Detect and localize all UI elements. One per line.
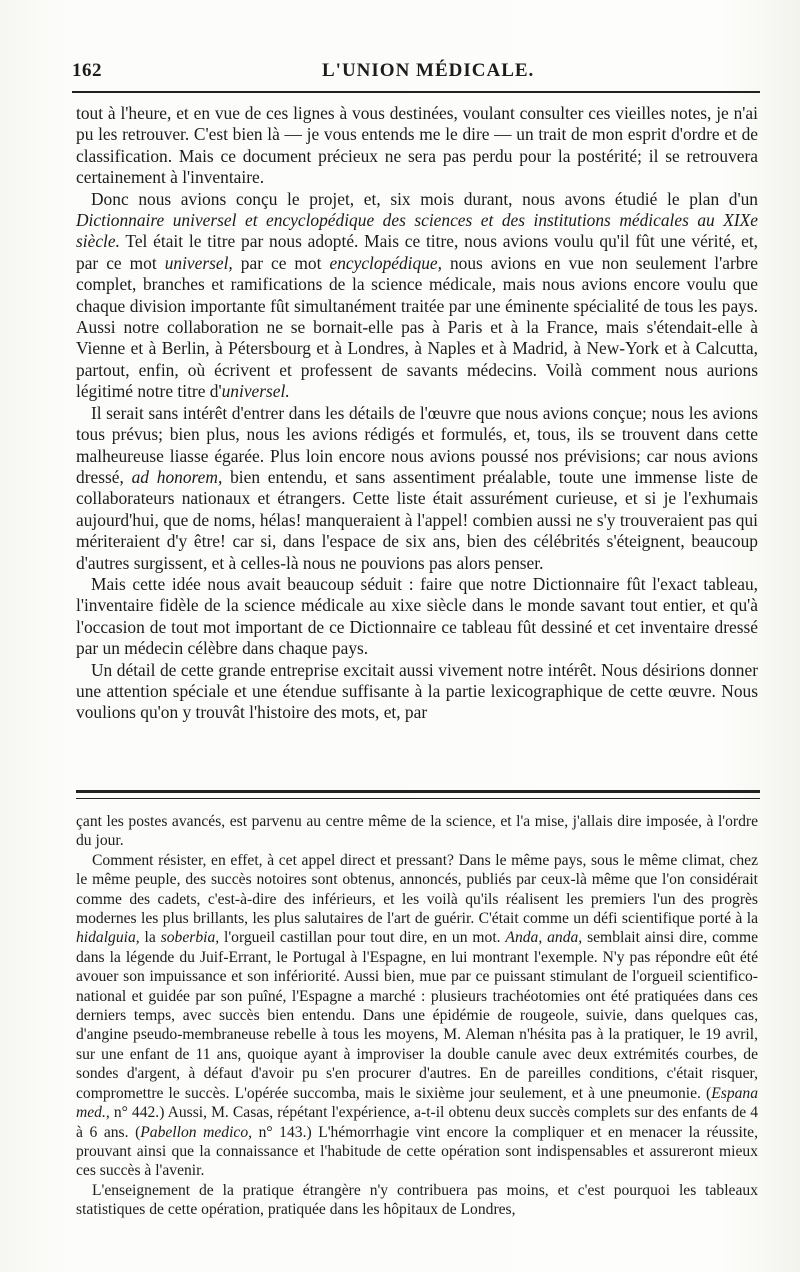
paragraph <box>76 1181 758 1220</box>
italic-text: universel, <box>164 252 233 273</box>
text-run: semblait ainsi dire, comme dans la légende du Juif-Errant, le Portugal à l'Espagne, en lui montrant l'exemple. N'y pas répondre eût été avouer son impuissance et son infériorité. Aussi bien, mue par ce puissant stimulant de l'orgueil scientifico-national et guidée par son puîné, l'Espagne a marché : plusieurs trachéotomies ont été pratiquées dans ces derniers temps, avec succès bien entendu. Dans une épidémie de rougeole, suivie, dans quelques cas, d'angine pseudo-membraneuse rebelle à tous les moyens, M. Aleman n'hésita pas à la pratiquer, le 19 avril, sur une enfant de 11 ans, quoique ayant à improviser la double canule avec deux extrémités courbes, de sondes d'argent, à défaut d'avoir pu s'en procurer d'autres. En de pareilles conditions, c'était risquer, compromettre le succès. L'opérée succomba, mais le sixième jour seulement, et à une pneumonie. ( <box>76 929 758 1102</box>
text-run: tout à l'heure, et en vue de ces lignes à vous destinées, voulant consulter ces vieilles notes, je n'ai pu les retrouver. C'est bien là — je vous entends me le dire — un trait de mon esprit d'ordre et de classification. Mais ce document précieux ne sera pas perdu pour la postérité; il se retrouvera certainement à l'inventaire. <box>76 103 758 188</box>
text-run: nous avions en vue non seulement l'arbre complet, branches et ramifications de la science médicale, mais nous avions encore voulu que chaque division importante fût simultanément traitée par une éminente spécialité de tous les pays. Aussi notre collaboration ne se bornait-elle pas à Paris et à la France, mais s'étendait-elle à Vienne et à Berlin, à Pétersbourg et à Londres, à Naples et à Madrid, à New-York et à Calcutta, partout, enfin, où écrivent et professent de savants médecins. Voilà comment nous aurions légitimé notre titre d' <box>76 252 758 402</box>
header-rule <box>72 91 760 93</box>
paragraph <box>76 403 758 574</box>
paragraph <box>76 851 758 1181</box>
text-run: Il serait sans intérêt d'entrer dans les détails de l'œuvre que nous avions conçue; nous les avions tous prévus; bien plus, nous les avions rédigés et formulés, et, tous, ils se trouvent dans cette malheureuse liasse égarée. Plus loin encore nous avions poussé nos prévisions; car nous avions dressé, <box>76 402 758 487</box>
text-run: Mais cette idée nous avait beaucoup séduit : faire que notre Dictionnaire fût l'exact tableau, l'inventaire fidèle de la science médicale au xixe siècle dans le monde savant tout entier, et qu'à l'occasion de tout mot important de ce Dictionnaire ce tableau fût dessiné et cet inventaire dressé par un médecin célèbre dans chaque pays. <box>76 573 758 659</box>
text-run: n° 442.) Aussi, M. Casas, répétant l'expérience, a-t-il obtenu deux succès complets sur des enfants de 4 à 6 ans. ( <box>76 1104 758 1141</box>
paragraph <box>76 103 758 189</box>
text-run: par ce mot <box>232 252 330 273</box>
italic-text: Pabellon medico, <box>140 1123 253 1141</box>
text-run: çant les postes avancés, est parvenu au centre même de la science, et l'a mise, j'allais dire imposée, à l'ordre du jour. <box>76 813 758 850</box>
paragraph <box>76 189 758 403</box>
italic-text: Espana med., <box>76 1084 758 1122</box>
italic-text: universel. <box>221 381 290 402</box>
text-run: l'orgueil castillan pour tout dire, en un mot. <box>219 929 506 947</box>
text-run: n° 143.) L'hémorrhagie vint encore la compliquer et en menacer la réussite, prouvant ainsi que la connaissance et l'habitude de cette opération sont indispensables et assureront mieux ces succès à l'avenir. <box>76 1123 758 1180</box>
feuilleton-column <box>76 812 758 1220</box>
text-run: L'enseignement de la pratique étrangère n'y contribuera pas moins, et c'est pourquoi les tableaux statistiques de cette opération, pratiquée dans les hôpitaux de Londres, <box>76 1181 758 1219</box>
text-run: Donc nous avions conçu le projet, et, six mois durant, nous avons étudié le plan d'un <box>91 188 758 209</box>
page-number: 162 <box>72 60 102 81</box>
italic-text: hidalguia, <box>76 929 140 947</box>
text-run: la <box>139 929 161 947</box>
italic-text: Dictionnaire universel et encyclopédique des sciences et des institutions médicales au XIXe siècle. <box>76 210 758 252</box>
italic-text: ad honorem, <box>131 466 223 487</box>
italic-text: soberbia, <box>160 929 220 947</box>
italic-text: encyclopédique, <box>329 252 442 273</box>
paragraph <box>76 812 758 851</box>
text-run: Tel était le titre par nous adopté. Mais ce titre, nous avions voulu qu'il fût une vérité, et, par ce mot <box>76 231 758 273</box>
text-run: Un détail de cette grande entreprise excitait aussi vivement notre intérêt. Nous désirions donner une attention spéciale et une étendue suffisante à la partie lexicographique de cette œuvre. Nous voulions qu'on y trouvât l'histoire des mots, et, par <box>76 659 758 723</box>
feuilleton-separator <box>76 790 760 799</box>
text-run: Comment résister, en effet, à cet appel direct et pressant? Dans le même pays, sous le même climat, chez le même peuple, des succès notoires sont obtenus, annoncés, publiés par ceux-là même que l'on considérait comme des cadets, c'est-à-dire des inférieurs, et les voilà qu'ils réalisent les premiers l'un des progrès modernes les plus brillants, les plus salutaires de l'art de guérir. C'était comme un défi scientifique porté à la <box>76 851 758 928</box>
paragraph <box>76 574 758 660</box>
text-run: bien entendu, et sans assentiment préalable, toute une immense liste de collaborateurs nationaux et étrangers. Cette liste était assurément curieuse, et si je l'exhumais aujourd'hui, que de noms, hélas! manqueraient à l'appel! combien aussi ne s'y trouveraient pas qui mériteraient d'y être! car si, dans l'espace de six ans, bien des célébrités s'éteignent, beaucoup d'autres surgissent, et à celles-là nous ne pouvions pas alors penser. <box>76 466 758 573</box>
italic-text: Anda, anda, <box>505 929 583 947</box>
paragraph <box>76 660 758 724</box>
page-header <box>72 56 758 86</box>
main-text-column <box>76 103 758 724</box>
running-title: L'UNION MÉDICALE. <box>322 60 535 81</box>
